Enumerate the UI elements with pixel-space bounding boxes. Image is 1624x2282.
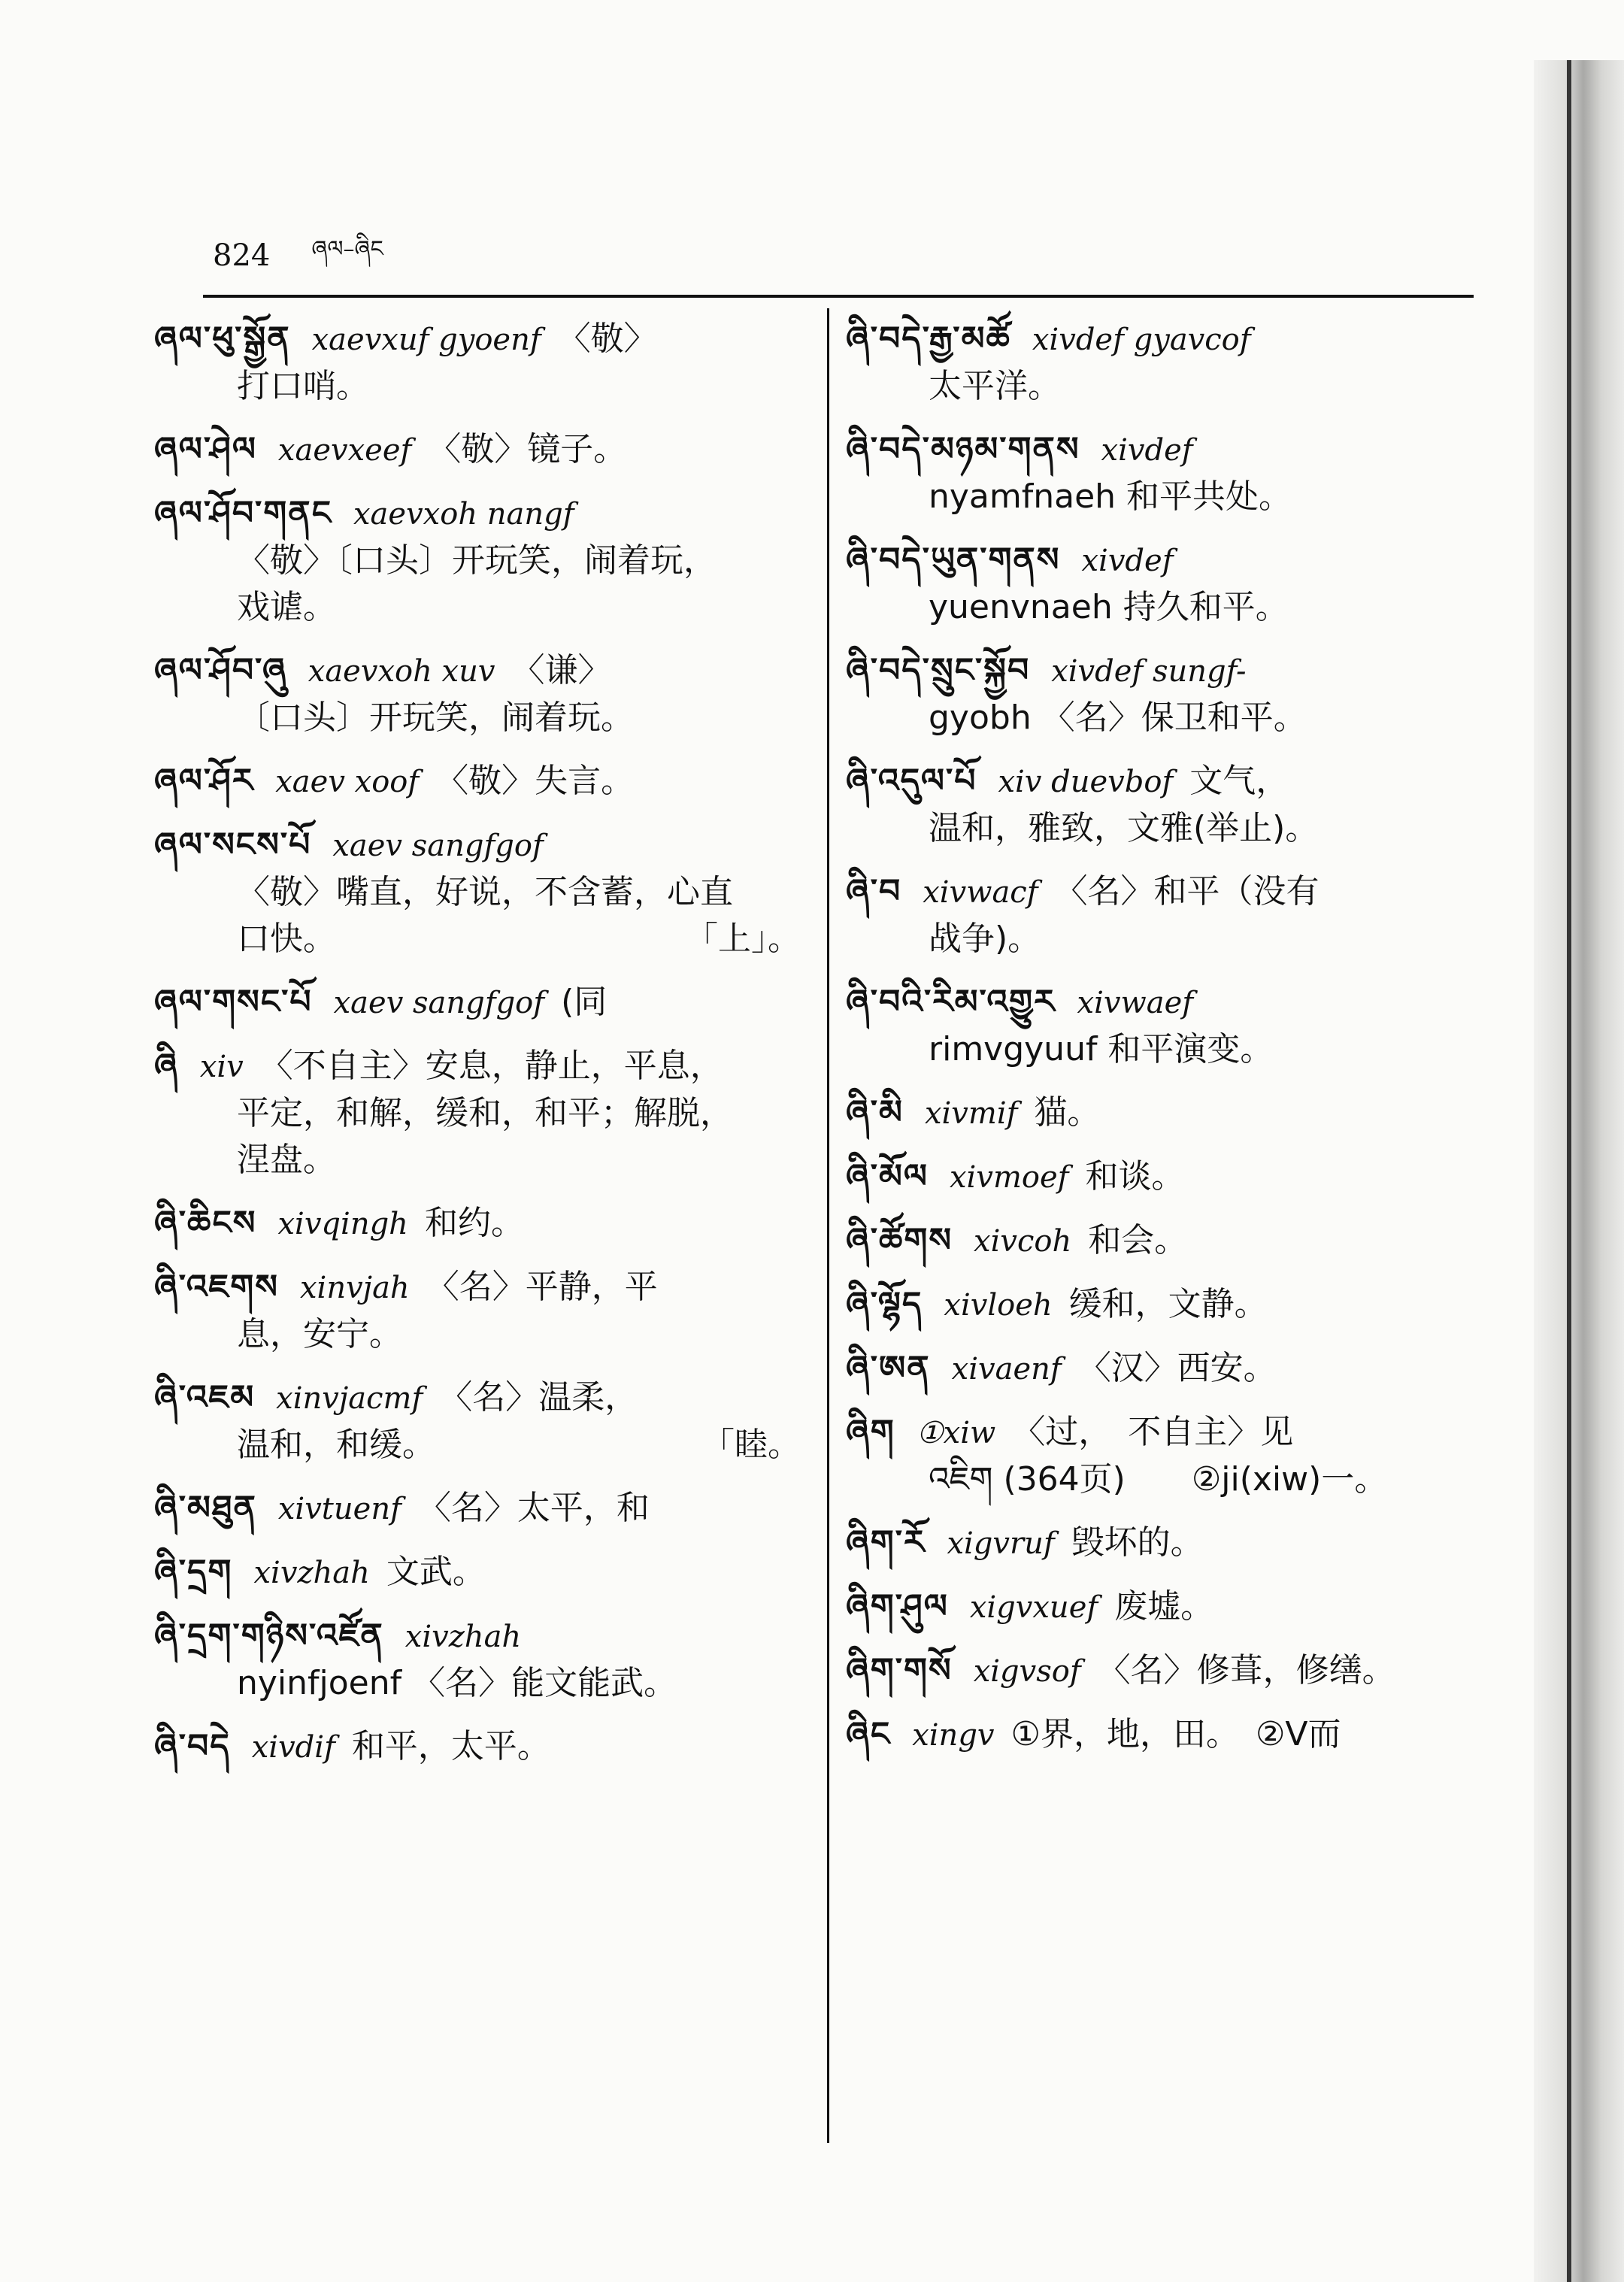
tibetan-headword: ཞལ་སངས་པོ — [154, 826, 312, 864]
dictionary-entry — [846, 1089, 1477, 1137]
romanization: xaevxoh xuv — [308, 654, 495, 689]
chinese-gloss: 文气， — [1189, 762, 1289, 800]
tibetan-headword: ཞི་བདེ་རྒྱ་མཚོ — [846, 320, 1011, 358]
dictionary-entry — [846, 1345, 1477, 1393]
tibetan-headword: ཞིག་གསོ — [846, 1651, 953, 1690]
romanization: xingv — [912, 1718, 995, 1753]
chinese-gloss: 和平，太平。 — [351, 1727, 550, 1765]
tibetan-headword: ཞིག་ཤུལ — [846, 1587, 949, 1626]
entry-headline — [154, 1723, 801, 1771]
entry-headline — [846, 1409, 1477, 1456]
entry-headline — [154, 1374, 801, 1422]
chinese-gloss: 〈敬〉嘴直，好说，不含蓄，心直 — [237, 873, 733, 911]
tibetan-headword: ཞི་ཆིངས — [154, 1204, 257, 1242]
entry-headline — [846, 1281, 1477, 1329]
entry-headline — [846, 1647, 1477, 1695]
dictionary-entry — [154, 1200, 801, 1247]
chinese-gloss: 〈敬〉失言。 — [435, 762, 635, 800]
tibetan-headword: ཞི་བདེ་སྲུང་སྐྱོབ — [846, 651, 1031, 689]
dictionary-entry — [154, 822, 801, 962]
romanization: xivtuenf — [277, 1492, 401, 1526]
entry-headline — [846, 1711, 1477, 1759]
chinese-gloss: 〔口头〕开玩笑，闹着玩。 — [237, 699, 634, 737]
tibetan-headword: ཞི་ཚོགས — [846, 1221, 953, 1259]
entry-headline — [846, 1520, 1477, 1567]
romanization: xaev sangfgof — [332, 829, 544, 863]
entry-headline — [846, 316, 1477, 363]
chinese-gloss: 文武。 — [386, 1553, 486, 1591]
chinese-gloss: 和谈。 — [1085, 1157, 1185, 1196]
running-head: ཞལ–ཞིང — [311, 236, 383, 262]
dictionary-entry — [846, 1583, 1477, 1631]
entry-continuation — [154, 584, 801, 631]
column-divider — [827, 308, 829, 2143]
entry-continuation — [846, 1456, 1477, 1503]
page-shadow-edge — [1534, 60, 1624, 2282]
dictionary-entry — [154, 1549, 801, 1596]
dictionary-entry — [154, 1485, 801, 1532]
romanization: ①xiw — [916, 1416, 996, 1450]
tibetan-headword: ཞི་འདུལ་པོ — [846, 762, 977, 800]
entry-continuation — [846, 474, 1477, 520]
chinese-gloss: gyobh 〈名〉保卫和平。 — [929, 699, 1307, 737]
romanization: xivmif — [924, 1096, 1018, 1131]
romanization: xivzhah — [404, 1620, 522, 1654]
entry-headline — [154, 490, 801, 538]
entry-headline — [846, 868, 1477, 916]
entry-continuation — [154, 869, 801, 916]
left-column — [154, 316, 801, 1787]
tibetan-headword: ཞལ་ཤེལ — [154, 430, 257, 468]
romanization: xivdif — [251, 1730, 335, 1765]
romanization: xivloeh — [944, 1288, 1053, 1323]
chinese-gloss: 平定，和解，缓和，和平；解脱， — [237, 1094, 733, 1132]
tibetan-headword: ཞིག — [846, 1413, 895, 1451]
chinese-gloss: འཇིག (364页) ②ji(xiw)一。 — [929, 1460, 1388, 1499]
dictionary-entry — [846, 1281, 1477, 1329]
chinese-gloss: 口快。 — [237, 920, 336, 958]
chinese-gloss: 〈名〉太平，和 — [417, 1489, 650, 1527]
romanization: xivdef gyavcof — [1032, 323, 1251, 357]
chinese-gloss: 废墟。 — [1114, 1587, 1214, 1626]
entry-continuation — [846, 363, 1477, 410]
tibetan-headword: ཞིང — [846, 1715, 892, 1753]
dictionary-entry — [154, 426, 801, 474]
romanization: xinvjacmf — [276, 1381, 423, 1416]
chinese-gloss: 毁坏的。 — [1071, 1523, 1204, 1562]
dictionary-entry — [846, 426, 1477, 520]
tibetan-headword: ཞི་མཐུན — [154, 1489, 257, 1527]
entry-headline — [154, 1613, 801, 1660]
entry-headline — [154, 316, 801, 363]
chinese-gloss: 涅盘。 — [237, 1141, 336, 1179]
tibetan-headword: ཞི་བདེ་མཉམ་གནས — [846, 430, 1080, 468]
romanization: xinvjah — [299, 1271, 410, 1305]
dictionary-entry — [846, 1711, 1477, 1759]
entry-continuation — [154, 1137, 801, 1183]
chinese-gloss: 温和，和缓。 — [237, 1426, 435, 1464]
entry-headline — [154, 1200, 801, 1247]
romanization: xaev sangfgof — [333, 986, 545, 1020]
tibetan-headword: ཞལ་ཤོབ་ཞུ — [154, 651, 287, 689]
entry-headline — [846, 426, 1477, 474]
dictionary-entry — [846, 1153, 1477, 1201]
entry-continuation — [846, 695, 1477, 741]
entry-headline — [846, 979, 1477, 1026]
tibetan-headword: ཞི་ཨན — [846, 1349, 931, 1387]
entry-continuation — [846, 1026, 1477, 1073]
entry-headline — [846, 758, 1477, 805]
dictionary-entry — [154, 1374, 801, 1468]
tibetan-headword: ཞི་དྲག — [154, 1553, 233, 1591]
chinese-gloss: 戏谑。 — [237, 588, 336, 626]
page-number: 824 — [213, 238, 271, 273]
chinese-gloss: 〈敬〉〔口头〕开玩笑，闹着玩， — [237, 541, 717, 580]
romanization: xivzhah — [253, 1556, 370, 1590]
entry-headline — [846, 1153, 1477, 1201]
dictionary-entry — [846, 537, 1477, 631]
dictionary-entry — [846, 758, 1477, 852]
chinese-gloss: 〈名〉温柔， — [439, 1378, 638, 1417]
tibetan-headword: ཞིག་རོ — [846, 1523, 926, 1562]
dictionary-entry — [154, 647, 801, 741]
entry-headline — [846, 647, 1477, 695]
romanization: xiv — [199, 1050, 244, 1084]
chinese-gloss: nyamfnaeh 和平共处。 — [929, 477, 1292, 516]
entry-headline — [846, 537, 1477, 584]
dictionary-entry — [846, 1409, 1477, 1503]
entry-continuation — [154, 695, 801, 741]
entry-continuation — [154, 1422, 801, 1468]
entry-headline — [846, 1345, 1477, 1393]
tibetan-headword: ཞི་འཇགས — [154, 1268, 279, 1306]
dictionary-entry — [846, 868, 1477, 962]
entry-headline — [154, 1485, 801, 1532]
entry-continuation — [846, 584, 1477, 631]
entry-headline — [154, 1549, 801, 1596]
dictionary-entry — [846, 1647, 1477, 1695]
entry-headline — [846, 1089, 1477, 1137]
entry-continuation — [846, 805, 1477, 852]
tibetan-headword: ཞི་མི — [846, 1093, 904, 1132]
entry-headline — [154, 822, 801, 869]
tibetan-headword: ཞལ་ཤོབ་གནང — [154, 494, 332, 532]
entry-continuation — [154, 1311, 801, 1358]
tibetan-headword: ཞི་བདེ་ཡུན་གནས — [846, 541, 1061, 579]
romanization: xaevxeef — [277, 433, 412, 468]
chinese-gloss: 太平洋。 — [929, 367, 1061, 405]
chinese-gloss: 打口哨。 — [237, 367, 369, 405]
chinese-gloss: 缓和，文静。 — [1068, 1285, 1268, 1323]
dictionary-entry — [154, 1043, 801, 1183]
chinese-gloss: 〈名〉修葺，修缮。 — [1097, 1651, 1395, 1690]
romanization: xigvsof — [973, 1654, 1081, 1689]
entry-continuation — [154, 538, 801, 584]
dictionary-entry — [846, 647, 1477, 741]
entry-headline — [846, 1583, 1477, 1631]
tibetan-headword: ཞི་བ — [846, 872, 902, 911]
dictionary-entry — [846, 316, 1477, 410]
carryover-text: 「睦。 — [701, 1426, 801, 1464]
chinese-gloss: 和约。 — [424, 1204, 524, 1242]
romanization: xivdef sungf- — [1051, 654, 1247, 689]
romanization: xivdef — [1081, 544, 1174, 578]
romanization: xigvruf — [947, 1526, 1055, 1561]
entry-continuation — [846, 916, 1477, 962]
book-spine-line — [1567, 60, 1571, 2282]
dictionary-entry — [154, 1613, 801, 1707]
chinese-gloss: rimvgyuuf 和平演变。 — [929, 1030, 1274, 1068]
chinese-gloss: 〈谦〉 — [511, 651, 611, 689]
chinese-gloss: 〈汉〉西安。 — [1077, 1349, 1277, 1387]
entry-continuation — [154, 916, 801, 962]
tibetan-headword: ཞི་བའི་རིམ་འགྱུར — [846, 983, 1056, 1021]
tibetan-headword: ཞལ་ཕུ་སྒྱོན — [154, 320, 291, 358]
entry-headline — [154, 1264, 801, 1311]
tibetan-headword: ཞི་བདེ — [154, 1727, 231, 1765]
tibetan-headword: ཞི་དྲག་གཉིས་འཛོན — [154, 1617, 384, 1655]
chinese-gloss: 〈名〉和平（没有 — [1054, 872, 1320, 911]
dictionary-entry — [846, 979, 1477, 1073]
tibetan-headword: ཞི་འཇམ — [154, 1378, 256, 1417]
romanization: xivqingh — [277, 1207, 408, 1241]
chinese-gloss: 〈不自主〉安息，静止，平息， — [259, 1047, 723, 1085]
romanization: xivdef — [1101, 433, 1193, 468]
entry-headline — [154, 426, 801, 474]
entry-headline — [154, 1043, 801, 1090]
dictionary-entry — [846, 1217, 1477, 1265]
tibetan-headword: ཞལ་གསང་པོ — [154, 983, 313, 1021]
dictionary-entry — [154, 1723, 801, 1771]
entry-headline — [154, 979, 801, 1026]
dictionary-entry — [154, 758, 801, 805]
chinese-gloss: 温和，雅致，文雅(举止)。 — [929, 809, 1319, 847]
romanization: xivaenf — [951, 1352, 1062, 1386]
entry-headline — [846, 1217, 1477, 1265]
carryover-text: 「上」。 — [685, 920, 801, 958]
tibetan-headword: ཞི་ལྷོད — [846, 1285, 923, 1323]
chinese-gloss: ①界，地，田。 ②V而 — [1010, 1715, 1341, 1753]
chinese-gloss: (同 — [561, 983, 607, 1021]
dictionary-entry — [154, 316, 801, 410]
romanization: xaevxuf gyoenf — [311, 323, 541, 357]
dictionary-entry — [154, 490, 801, 631]
romanization: xivwaef — [1077, 986, 1194, 1020]
romanization: xivmoef — [950, 1160, 1069, 1195]
entry-continuation — [154, 1090, 801, 1137]
tibetan-headword: ཞི — [154, 1047, 179, 1085]
chinese-gloss: 〈名〉平静，平 — [426, 1268, 658, 1306]
chinese-gloss: 〈敬〉 — [557, 320, 657, 358]
tibetan-headword: ཞལ་ཤོར — [154, 762, 255, 800]
romanization: xivcoh — [974, 1224, 1072, 1259]
romanization: xiv duevbof — [998, 765, 1174, 799]
chinese-gloss: 〈敬〉镜子。 — [428, 430, 627, 468]
entry-headline — [154, 758, 801, 805]
romanization: xaevxoh nangf — [353, 497, 574, 532]
chinese-gloss: 息，安宁。 — [237, 1315, 402, 1353]
chinese-gloss: yuenvnaeh 持久和平。 — [929, 588, 1289, 626]
chinese-gloss: 和会。 — [1088, 1221, 1188, 1259]
entry-continuation — [154, 1660, 801, 1707]
chinese-gloss: 〈过， 不自主〉见 — [1012, 1413, 1294, 1451]
chinese-gloss: 猫。 — [1034, 1093, 1101, 1132]
entry-headline — [154, 647, 801, 695]
header-rule — [203, 295, 1474, 298]
dictionary-entry — [154, 1264, 801, 1358]
romanization: xivwacf — [923, 875, 1038, 910]
romanization: xaev xoof — [275, 765, 420, 799]
dictionary-entry — [846, 1520, 1477, 1567]
chinese-gloss: 战争)。 — [929, 920, 1041, 958]
chinese-gloss: nyinfjoenf 〈名〉能文能武。 — [237, 1664, 677, 1702]
dictionary-entry — [154, 979, 801, 1026]
page-header — [213, 226, 383, 286]
right-column — [846, 316, 1477, 1775]
romanization: xigvxuef — [969, 1590, 1098, 1625]
entry-continuation — [154, 363, 801, 410]
tibetan-headword: ཞི་མོལ — [846, 1157, 929, 1196]
